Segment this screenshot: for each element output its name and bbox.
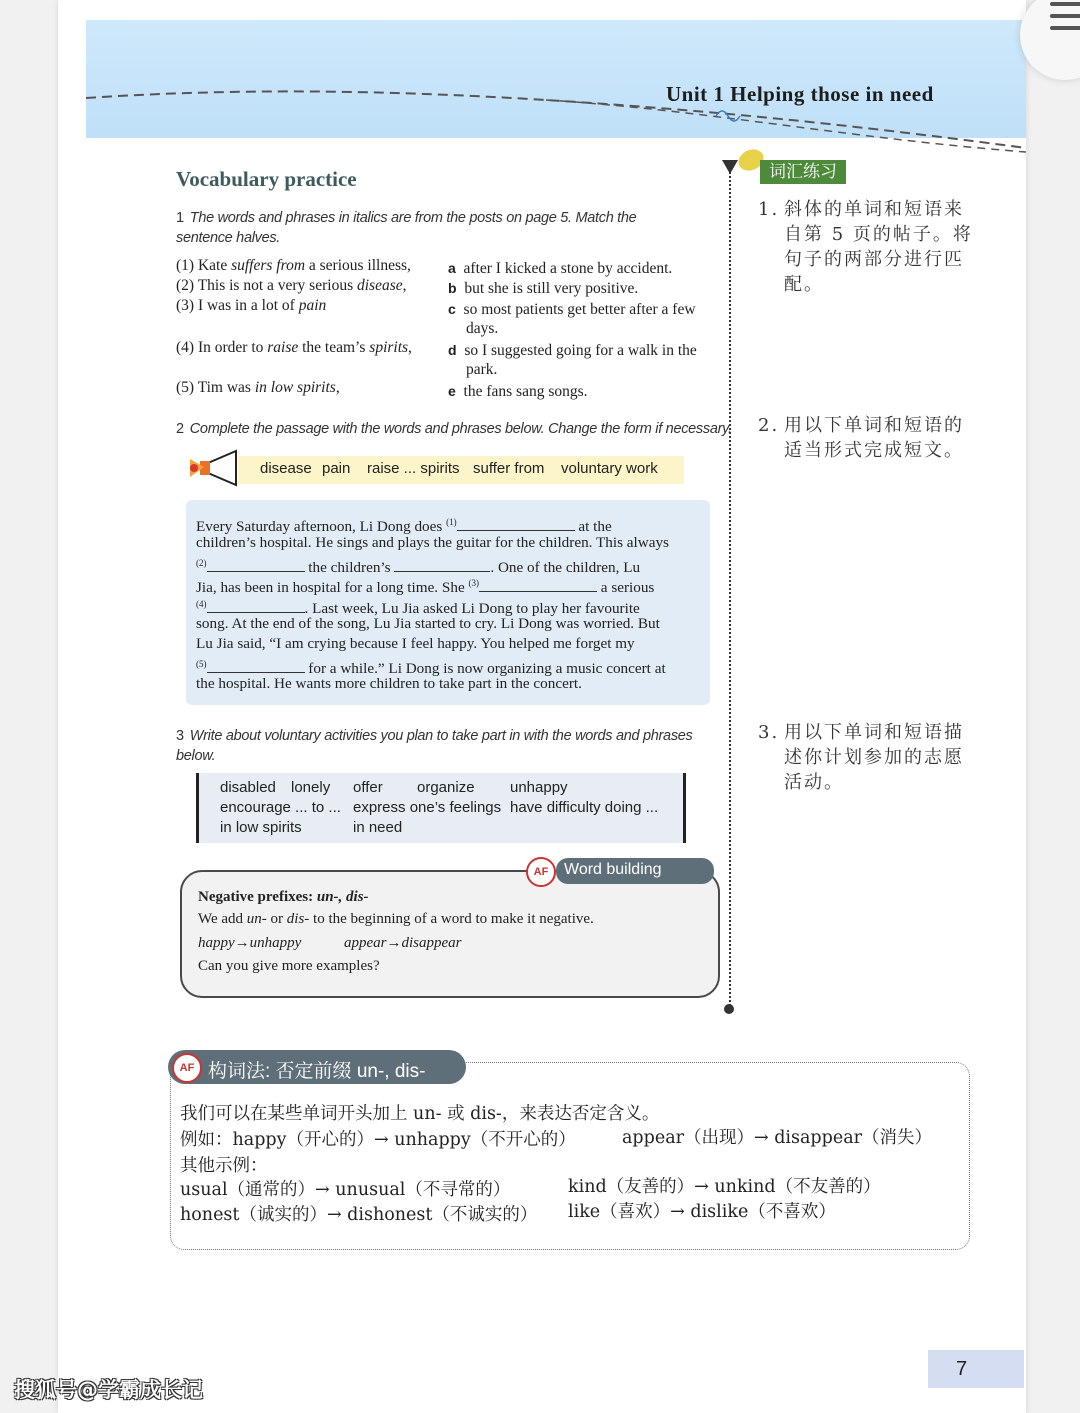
answer-blank[interactable]	[457, 516, 575, 531]
passage-line: song. At the end of the song, Lu Jia started to cry. Li Dong was worried. But	[196, 615, 660, 632]
sidebar-note-line: 活动。	[784, 772, 844, 793]
exercise-1-instruction: 1 The words and phrases in italics are from the posts on page 5. Match the sentence halves.	[176, 210, 637, 246]
page-number-tab	[928, 1350, 1024, 1388]
word-building-icon: AF	[526, 857, 556, 887]
word-building-tab: Word building	[556, 858, 714, 884]
note-line: kind（友善的）→ unkind（不友善的）	[568, 1177, 881, 1197]
passage-line: the hospital. He wants more children to take part in the concert.	[196, 675, 582, 692]
ex1-right-c: c so most patients get better after a few	[448, 301, 696, 318]
word-bank-item: offer	[353, 779, 383, 796]
exercise-3-instruction: 3 Write about voluntary activities you plan to take part in with the words and phrases below.	[176, 728, 693, 764]
note-line: 例如：happy（开心的）→ unhappy（不开心的）	[180, 1130, 576, 1150]
note-line: honest（诚实的）→ dishonest（不诚实的）	[180, 1205, 538, 1225]
sidebar-note-2-num: 2.	[758, 415, 780, 436]
word-bank-item: encourage ... to ...	[220, 799, 341, 816]
unit-title: Unit 1 Helping those in need	[666, 82, 934, 106]
ex2-word-bank	[238, 456, 684, 484]
sidebar-note-line: 适当形式完成短文。	[784, 440, 964, 461]
word-bank-item: pain	[322, 460, 351, 477]
ex1-left-2: (2) This is not a very serious disease,	[176, 277, 407, 294]
ex1-left-4: (4) In order to raise the team’s spirits,	[176, 339, 412, 356]
note-line: 其他示例：	[180, 1156, 268, 1176]
word-bank-item: organize	[417, 779, 475, 796]
sidebar-note-line: 配。	[784, 274, 824, 295]
word-building-question: Can you give more examples?	[198, 958, 380, 974]
word-bank-item: unhappy	[510, 779, 568, 796]
section-title: Vocabulary practice	[176, 167, 357, 191]
word-bank-item: disabled	[220, 779, 276, 796]
word-bank-item: in low spirits	[220, 819, 302, 836]
word-bank-item: voluntary work	[561, 460, 658, 477]
watermark: 搜狐号@学霸成长记	[14, 1378, 203, 1402]
word-bank-item: raise ... spirits	[367, 460, 460, 477]
ex1-left-5: (5) Tim was in low spirits,	[176, 379, 340, 396]
note-line: like（喜欢）→ dislike（不喜欢）	[568, 1202, 836, 1222]
answer-blank[interactable]	[207, 557, 305, 572]
sidebar-note-3-num: 3.	[758, 722, 780, 743]
passage-line: $^{(5)}$ for a while.” Li Dong is now organizing a music concert at	[196, 659, 666, 678]
answer-blank[interactable]	[207, 598, 305, 613]
sidebar-note-1-num: 1.	[758, 199, 780, 220]
passage-line: children’s hospital. He sings and plays the guitar for the children. This always	[196, 534, 669, 551]
sidebar-note-line: 斜体的单词和短语来	[784, 199, 964, 220]
passage-line: $^{(2)}$ the children’s . One of the children, Lu	[196, 558, 641, 577]
ex1-right-e: e the fans sang songs.	[448, 383, 588, 400]
ex1-right-d: d so I suggested going for a walk in the	[448, 342, 697, 359]
word-bank-item: suffer from	[473, 460, 545, 477]
ex1-right-d-cont: park.	[466, 361, 498, 378]
hamburger-icon	[1050, 2, 1080, 6]
sidebar-note-line: 述你计划参加的志愿	[784, 747, 964, 768]
page-number: 7	[956, 1358, 968, 1380]
word-building-rule: We add un- or dis- to the beginning of a word to make it negative.	[198, 911, 594, 927]
word-building-heading: Negative prefixes: un-, dis-	[198, 889, 369, 905]
megaphone-icon	[186, 449, 242, 487]
ex1-left-3: (3) I was in a lot of pain	[176, 297, 327, 314]
answer-blank[interactable]	[479, 577, 597, 592]
word-building-example-2: appear→disappear	[344, 935, 462, 951]
word-bank-item: in need	[353, 819, 403, 836]
answer-blank[interactable]	[394, 557, 490, 572]
note-line: appear（出现）→ disappear（消失）	[622, 1128, 932, 1148]
passage-line: Lu Jia said, “I am crying because I feel happy. You helped me forget my	[196, 635, 635, 652]
sidebar-note-line: 用以下单词和短语的	[784, 415, 964, 436]
word-bank-item: lonely	[291, 779, 331, 796]
word-bank-item: have difficulty doing ...	[510, 799, 659, 816]
ex1-right-c-cont: days.	[466, 320, 499, 337]
divider-end-dot	[724, 1004, 734, 1014]
passage-line: Jia, has been in hospital for a long time. She $^{(3)}$ a serious	[196, 578, 655, 597]
ex1-left-1: (1) Kate suffers from a serious illness,	[176, 257, 411, 274]
passage-line: Every Saturday afternoon, Li Dong does $^{(1)}$ at the	[196, 517, 612, 536]
word-building-example-1: happy→unhappy	[198, 935, 302, 951]
word-bank-item: disease	[260, 460, 312, 477]
sidebar-note-line: 自第 5 页的帖子。将	[784, 224, 973, 245]
sidebar-tag: 词汇练习	[760, 160, 846, 184]
hamburger-icon	[1050, 26, 1080, 30]
passage-line: $^{(4)}$ . Last week, Lu Jia asked Li Dong to play her favourite	[196, 599, 640, 618]
ex1-right-a: a after I kicked a stone by accident.	[448, 260, 673, 277]
word-formation-icon: AF	[172, 1053, 202, 1083]
column-divider	[729, 168, 731, 1010]
sidebar-note-line: 句子的两部分进行匹	[784, 249, 964, 270]
word-formation-tab: 构词法: 否定前缀 un-, dis-	[168, 1050, 466, 1084]
ex1-right-b: b but she is still very positive.	[448, 280, 639, 297]
note-line: 我们可以在某些单词开头加上 un- 或 dis-，来表达否定含义。	[180, 1104, 660, 1124]
menu-button[interactable]	[1020, 0, 1080, 80]
hamburger-icon	[1050, 14, 1080, 18]
word-bank-item: express one’s feelings	[353, 799, 502, 816]
answer-blank[interactable]	[207, 658, 305, 673]
sidebar-note-line: 用以下单词和短语描	[784, 722, 964, 743]
note-line: usual（通常的）→ unusual（不寻常的）	[180, 1180, 511, 1200]
exercise-2-instruction: 2 Complete the passage with the words and phrases below. Change the form if necessary.	[176, 421, 732, 437]
